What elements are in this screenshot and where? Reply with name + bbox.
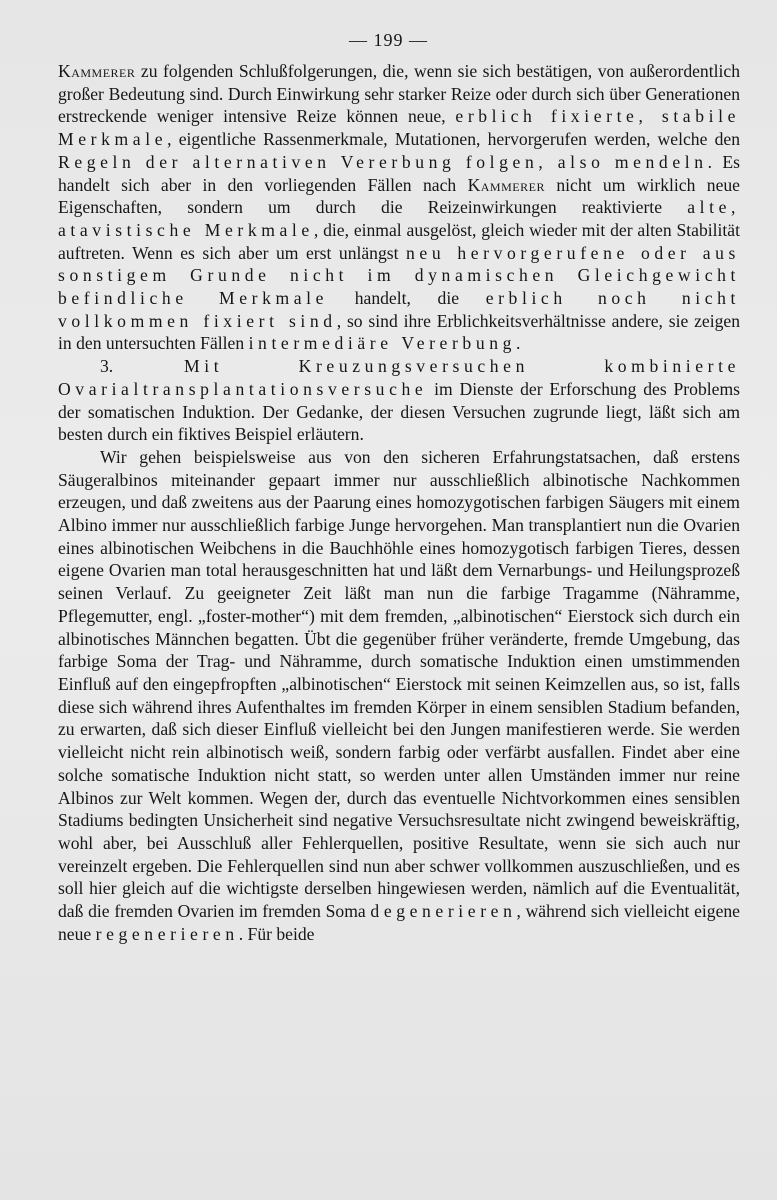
emphasized-text: Mit Kreuzungsversuchen kombinierte Ovarialtransplantationsversuche: [58, 356, 741, 399]
text-run: . Für beide: [238, 923, 315, 944]
text-run: nicht um wirklich neue Eigenschaften, sondern um durch die Reizeinwirkungen reaktivierte: [58, 174, 740, 218]
text-run: handelt, die: [328, 288, 486, 309]
author-name: Kammerer: [58, 61, 136, 81]
author-name: Kammerer: [467, 174, 545, 195]
text-run: im Dienste der Erforschung des Problems der somatischen Induktion. Der Gedanke, der diesen Versuchen zugrunde liegt, läßt sich am besten durch ein fiktives Beispiel erläutern.: [58, 378, 740, 445]
text-run: , während sich vielleicht eigene neue: [58, 901, 740, 944]
text-run: 3.: [100, 356, 185, 377]
body-text: [58, 60, 740, 945]
emphasized-text: Regeln der alternativen Vererbung folgen, also mendeln.: [58, 151, 717, 172]
emphasized-text: erblich fixierte, stabile Merkmale: [58, 106, 740, 150]
text-run: Es handelt sich aber in den vorliegenden Fällen nach: [58, 151, 740, 195]
paragraph-p1: [58, 60, 740, 355]
text-run: , so sind ihre Erblichkeitsverhältnisse andere, sie zeigen in den untersuchten Fällen: [58, 310, 740, 354]
emphasized-text: intermediäre Vererbung: [248, 333, 517, 354]
emphasized-text: neu hervorgerufene oder aus sonstigem Grunde nicht im dynamischen Gleichgewicht befindliche Merkmale: [58, 242, 741, 309]
text-run: Wir gehen beispielsweise aus von den sicheren Erfahrungstatsachen, daß erstens Säugeralbinos miteinander gepaart immer nur ausschließlich albinotische Nachkommen erzeugen, und daß zweitens aus der Paarung eines homozygotischen farbigen Säugers mit einem Albino immer nur ausschließlich farbige Junge hervorgehen. Man transplantiert nun die Ovarien eines albinotischen Weibchens in die Bauchhöhle eines homozygotisch farbigen Tieres, dessen eigene Ovarien man total herausgeschnitten hat und läßt dem Vernarbungs- und Heilungsprozeß seinen Verlauf. Zu geeigneter Zeit läßt man nun die farbige Tragamme (Nähramme, Pflegemutter, engl. „foster-mother“) mit dem fremden, „albinotischen“ Eierstock sich durch ein albinotisches Männchen begatten. Übt die gegenüber früher veränderte, fremde Umgebung, das farbige Soma der Trag- und Nähramme, durch somatische Induktion einen umstimmenden Einfluß auf den eingepfropften „albinotischen“ Eierstock mit seinen Keimzellen aus, so ist, falls diese sich während ihres Aufenthaltes im fremden Körper in einem sensiblen Stadium befanden, zu erwarten, daß sich dieser Einfluß vielleicht bei den Jungen manifestieren werde. Sie werden vielleicht nicht rein albinotisch weiß, sondern farbig oder verfärbt ausfallen. Findet aber eine solche somatische Induktion nicht statt, so werden unter allen Umständen immer nur reine Albinos zur Welt kommen. Wegen der, durch das eventuelle Nichtvorkommen eines sensiblen Stadiums bedingten Unsicherheit sind negative Versuchsresultate nicht zwingend beweiskräftig, wohl aber, bei Ausschluß aller Fehlerquellen, positive Resultate, wenn sie sich auch nur vereinzelt ergeben. Die Fehlerquellen sind nun aber schwer vollkommen auszuschließen, und es soll hier gleich auf die wichtigste derselben hingewiesen werden, nämlich auf die Eventualität, daß die fremden Ovarien im fremden Soma: [58, 446, 740, 922]
emphasized-text: erblich noch nicht vollkommen fixiert sind: [58, 288, 740, 331]
emphasized-text: degenerieren: [370, 901, 517, 922]
emphasized-text: alte, atavistische Merkmale: [58, 197, 740, 240]
page-number: — 199 —: [349, 30, 428, 50]
text-run: zu folgenden Schlußfolgerungen, die, wenn sie sich bestätigen, von außerordentlich großer Bedeutung sind. Durch Einwirkung sehr starker Reize oder durch sich über Generationen erstreckende weniger intensive Reize können neue,: [58, 61, 740, 127]
paragraph-p3: [58, 446, 740, 945]
paragraph-p2: [58, 355, 740, 446]
text-run: , die, einmal ausgelöst, gleich wieder mit der alten Stabilität auftreten. Wenn es sich aber um erst unlängst: [58, 219, 740, 263]
text-run: , eigentliche Rassenmerkmale, Mutationen, hervorgerufen werden, welche den: [167, 129, 740, 150]
text-run: .: [516, 333, 521, 354]
emphasized-text: regenerieren: [95, 923, 239, 944]
